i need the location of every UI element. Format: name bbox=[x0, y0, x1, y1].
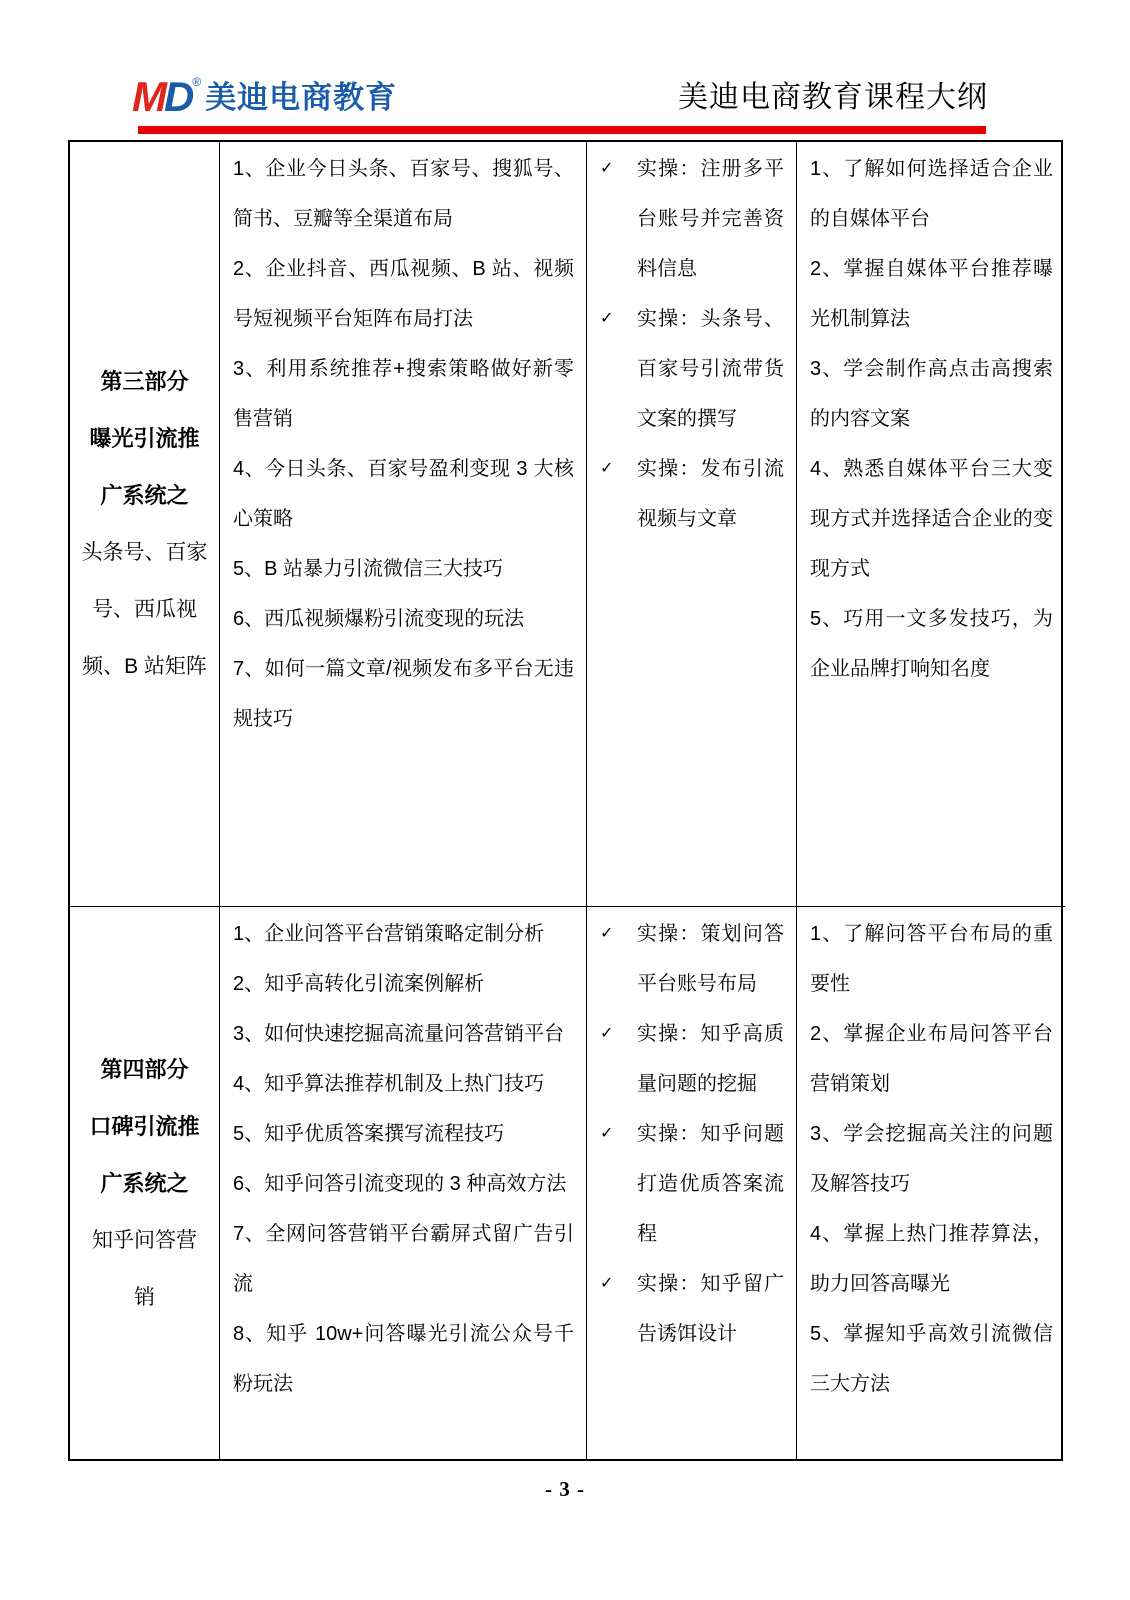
section-title-line: 广系统之 bbox=[100, 1170, 189, 1196]
section-subtitle-line: 知乎问答营 bbox=[92, 1228, 197, 1252]
header-divider bbox=[138, 126, 986, 134]
section-title-line: 口碑引流推 bbox=[89, 1113, 200, 1139]
section-title-line: 广系统之 bbox=[100, 483, 189, 508]
outcomes-cell-part3 bbox=[797, 142, 1065, 907]
practices-cell-part4 bbox=[587, 907, 797, 1459]
topics-cell-part3 bbox=[220, 142, 587, 907]
practice-item bbox=[600, 294, 784, 444]
topic-item: 4、知乎算法推荐机制及上热门技巧 bbox=[233, 1073, 545, 1095]
section-subtitle-line: 头条号、百家 bbox=[81, 541, 208, 564]
outcome-item: 3、学会挖掘高关注的问题及解答技巧 bbox=[810, 1123, 1053, 1195]
topic-item: 7、如何一篇文章/视频发布多平台无违规技巧 bbox=[233, 658, 574, 730]
topic-item: 6、知乎问答引流变现的 3 种高效方法 bbox=[233, 1173, 567, 1195]
logo-monogram bbox=[132, 73, 192, 120]
section-title-cell-part4 bbox=[70, 907, 220, 1459]
practice-item bbox=[600, 909, 784, 1009]
check-icon: ✓ bbox=[600, 310, 614, 327]
section-subtitle-line: 销 bbox=[134, 1285, 155, 1309]
document-title: 美迪电商教育课程大纲 bbox=[678, 81, 988, 114]
topic-item: 5、B 站暴力引流微信三大技巧 bbox=[233, 558, 504, 580]
topic-item: 5、知乎优质答案撰写流程技巧 bbox=[233, 1123, 505, 1145]
section-subtitle-line: 号、西瓜视 bbox=[92, 598, 197, 621]
practice-item bbox=[600, 144, 784, 294]
outcome-item: 4、掌握上热门推荐算法，助力回答高曝光 bbox=[810, 1223, 1053, 1295]
outcome-item: 3、学会制作高点击高搜索的内容文案 bbox=[810, 358, 1053, 430]
section-title-bold-lines bbox=[89, 1041, 199, 1212]
practice-text: 实操：注册多平台账号并完善资料信息 bbox=[637, 158, 784, 280]
outcome-item: 2、掌握自媒体平台推荐曝光机制算法 bbox=[810, 258, 1053, 330]
section-title-normal-lines bbox=[82, 524, 208, 695]
practices-cell-part3 bbox=[587, 142, 797, 907]
section-subtitle-line: 频、B 站矩阵 bbox=[82, 655, 207, 678]
topic-item: 1、企业问答平台营销策略定制分析 bbox=[233, 923, 545, 945]
practice-text: 实操：知乎高质量问题的挖掘 bbox=[637, 1023, 784, 1095]
outcome-item: 5、巧用一文多发技巧，为企业品牌打响知名度 bbox=[810, 608, 1053, 680]
brand-logo bbox=[132, 73, 398, 120]
practice-text: 实操：策划问答平台账号布局 bbox=[637, 923, 784, 995]
check-icon: ✓ bbox=[600, 925, 614, 942]
topic-item: 3、如何快速挖掘高流量问答营销平台 bbox=[233, 1023, 565, 1045]
section-title-cell-part3 bbox=[70, 142, 220, 907]
practice-item bbox=[600, 1109, 784, 1259]
logo-letter-m: M bbox=[132, 73, 164, 120]
outcomes-cell-part4 bbox=[797, 907, 1065, 1459]
practice-item bbox=[600, 444, 784, 544]
topics-cell-part4 bbox=[220, 907, 587, 1459]
topic-item: 2、企业抖音、西瓜视频、B 站、视频号短视频平台矩阵布局打法 bbox=[233, 258, 574, 330]
topic-item: 2、知乎高转化引流案例解析 bbox=[233, 973, 485, 995]
brand-name: 美迪电商教育 bbox=[205, 80, 398, 115]
course-outline-table bbox=[68, 140, 1063, 1461]
section-title-bold-lines bbox=[89, 353, 199, 524]
page-number: - 3 - bbox=[545, 1477, 585, 1501]
practice-text: 实操：头条号、百家号引流带货文案的撰写 bbox=[637, 308, 784, 430]
outcome-item: 1、了解问答平台布局的重要性 bbox=[810, 923, 1053, 995]
outcome-item: 1、了解如何选择适合企业的自媒体平台 bbox=[810, 158, 1053, 230]
section-title-line: 曝光引流推 bbox=[89, 426, 200, 451]
outcome-item: 2、掌握企业布局问答平台营销策划 bbox=[810, 1023, 1053, 1095]
section-title-line: 第三部分 bbox=[100, 369, 189, 394]
practice-text: 实操：知乎留广告诱饵设计 bbox=[637, 1273, 784, 1345]
check-icon: ✓ bbox=[600, 460, 614, 477]
outcome-item: 4、熟悉自媒体平台三大变现方式并选择适合企业的变现方式 bbox=[810, 458, 1053, 580]
logo-letter-d: D bbox=[164, 73, 192, 120]
practice-text: 实操：知乎问题打造优质答案流程 bbox=[637, 1123, 784, 1245]
practice-text: 实操：发布引流视频与文章 bbox=[637, 458, 784, 530]
topic-item: 7、全网问答营销平台霸屏式留广告引流 bbox=[233, 1223, 574, 1295]
topic-item: 3、利用系统推荐+搜索策略做好新零售营销 bbox=[233, 358, 574, 430]
topic-item: 6、西瓜视频爆粉引流变现的玩法 bbox=[233, 608, 525, 630]
outcome-item: 5、掌握知乎高效引流微信三大方法 bbox=[810, 1323, 1053, 1395]
registered-trademark-icon: ® bbox=[192, 75, 202, 89]
check-icon: ✓ bbox=[600, 160, 614, 177]
section-title-normal-lines bbox=[92, 1212, 197, 1326]
practice-item bbox=[600, 1009, 784, 1109]
page-header bbox=[0, 0, 1130, 126]
check-icon: ✓ bbox=[600, 1125, 614, 1142]
section-title-line: 第四部分 bbox=[100, 1056, 189, 1082]
topic-item: 8、知乎 10w+问答曝光引流公众号千粉玩法 bbox=[233, 1323, 574, 1395]
topic-item: 4、今日头条、百家号盈利变现 3 大核心策略 bbox=[233, 458, 574, 530]
practice-item bbox=[600, 1259, 784, 1359]
check-icon: ✓ bbox=[600, 1275, 614, 1292]
check-icon: ✓ bbox=[600, 1025, 614, 1042]
topic-item: 1、企业今日头条、百家号、搜狐号、简书、豆瓣等全渠道布局 bbox=[233, 158, 574, 230]
